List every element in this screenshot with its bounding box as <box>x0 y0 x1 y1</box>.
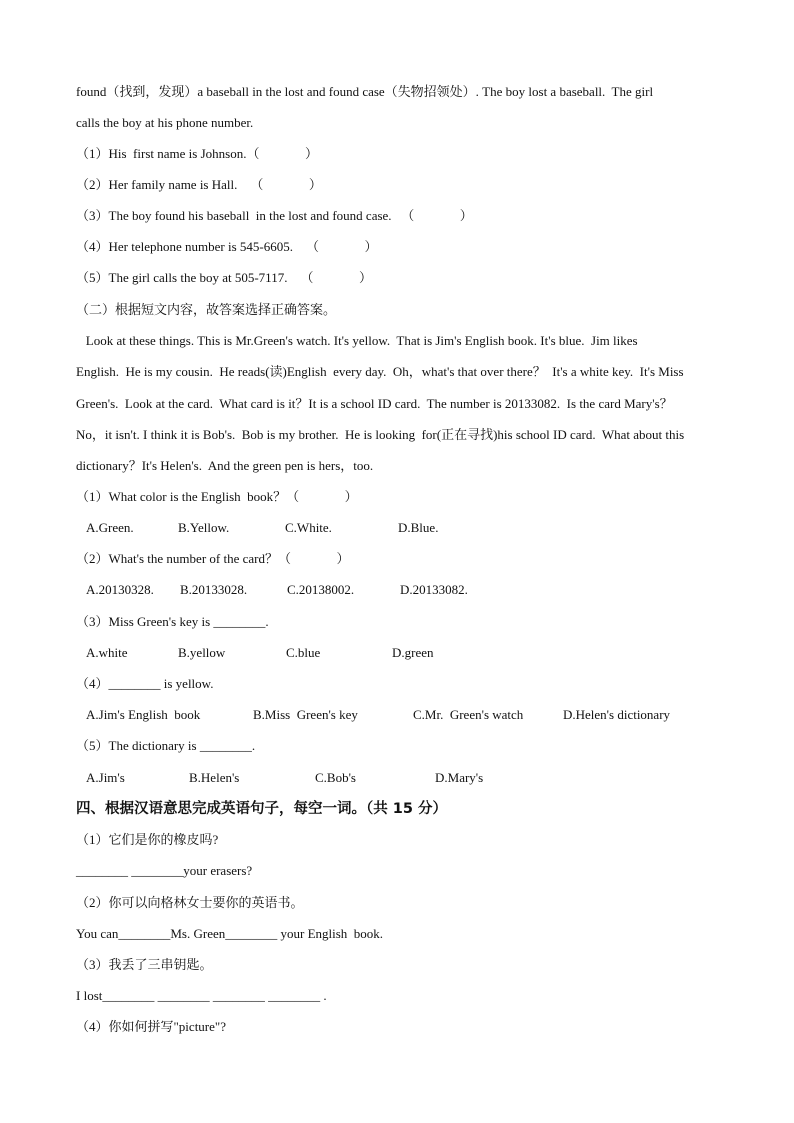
mc-option[interactable]: A.Jim's English book <box>86 707 201 722</box>
mc-question: （3）Miss Green's key is ________. <box>76 614 269 629</box>
tf-question: （3）The boy found his baseball in the lost and found case. （ ） <box>76 208 473 223</box>
mc-option[interactable]: D.Blue. <box>398 520 439 535</box>
translation-prompt: （3）我丢了三串钥匙。 <box>76 957 213 972</box>
mc-option[interactable]: B.20133028. <box>180 582 248 597</box>
mc-option[interactable]: D.green <box>392 645 434 660</box>
mc-option[interactable]: C.20138002. <box>287 582 355 597</box>
mc-question: （2）What's the number of the card？（ ） <box>76 551 350 566</box>
mc-option[interactable]: B.Helen's <box>189 770 240 785</box>
mc-option[interactable]: C.Bob's <box>315 770 356 785</box>
tf-question: （2）Her family name is Hall. （ ） <box>76 177 322 192</box>
translation-answer-line[interactable]: I lost________ ________ ________ ________ . <box>76 988 327 1003</box>
passage-line: calls the boy at his phone number. <box>76 115 254 130</box>
mc-option[interactable]: B.Miss Green's key <box>253 707 358 722</box>
passage-line: Green's. Look at the card. What card is it？It is a school ID card. The number is 20133082. Is the card Mary's？ <box>76 396 673 411</box>
mc-option[interactable]: C.White. <box>285 520 332 535</box>
passage-line: dictionary？It's Helen's. And the green pen is hers，too. <box>76 458 374 473</box>
mc-option[interactable]: C.blue <box>286 645 321 660</box>
mc-option[interactable]: C.Mr. Green's watch <box>413 707 524 722</box>
passage-line: English. He is my cousin. He reads(读)English every day. Oh，what's that over there？ It's a white key. It's Miss <box>76 364 684 379</box>
section-heading: 四、根据汉语意思完成英语句子，每空一词。（共 15 分） <box>76 801 448 817</box>
mc-option[interactable]: B.Yellow. <box>178 520 230 535</box>
translation-prompt: （2）你可以向格林女士要你的英语书。 <box>76 895 304 910</box>
passage-line: No，it isn't. I think it is Bob's. Bob is my brother. He is looking for(正在寻找)his school ID card. What about this <box>76 427 685 442</box>
section-heading: （二）根据短文内容，故答案选择正确答案。 <box>76 302 337 317</box>
tf-question: （1）His first name is Johnson.（ ） <box>76 146 318 161</box>
tf-question: （5）The girl calls the boy at 505-7117. （ ） <box>76 270 372 285</box>
passage-line: found（找到，发现）a baseball in the lost and found case（失物招领处）. The boy lost a baseball. The girl <box>76 84 654 99</box>
translation-answer-line[interactable]: You can________Ms. Green________ your English book. <box>76 926 384 941</box>
passage-line: Look at these things. This is Mr.Green's watch. It's yellow. That is Jim's English book. It's blue. Jim likes <box>76 333 638 348</box>
tf-question: （4）Her telephone number is 545-6605. （ ） <box>76 239 378 254</box>
mc-option[interactable]: A.Jim's <box>86 770 125 785</box>
mc-option[interactable]: A.white <box>86 645 128 660</box>
mc-option[interactable]: A.20130328. <box>86 582 154 597</box>
translation-prompt: （1）它们是你的橡皮吗? <box>76 832 219 847</box>
mc-option[interactable]: D.Helen's dictionary <box>563 707 671 722</box>
mc-question: （1）What color is the English book？（ ） <box>76 489 358 504</box>
mc-option[interactable]: D.20133082. <box>400 582 468 597</box>
mc-question: （5）The dictionary is ________. <box>76 738 256 753</box>
mc-option[interactable]: B.yellow <box>178 645 226 660</box>
translation-prompt: （4）你如何拼写"picture"? <box>76 1019 226 1034</box>
mc-option[interactable]: D.Mary's <box>435 770 484 785</box>
mc-question: （4）________ is yellow. <box>76 676 214 691</box>
translation-answer-line[interactable]: ________ ________your erasers? <box>76 863 253 878</box>
mc-option[interactable]: A.Green. <box>86 520 134 535</box>
